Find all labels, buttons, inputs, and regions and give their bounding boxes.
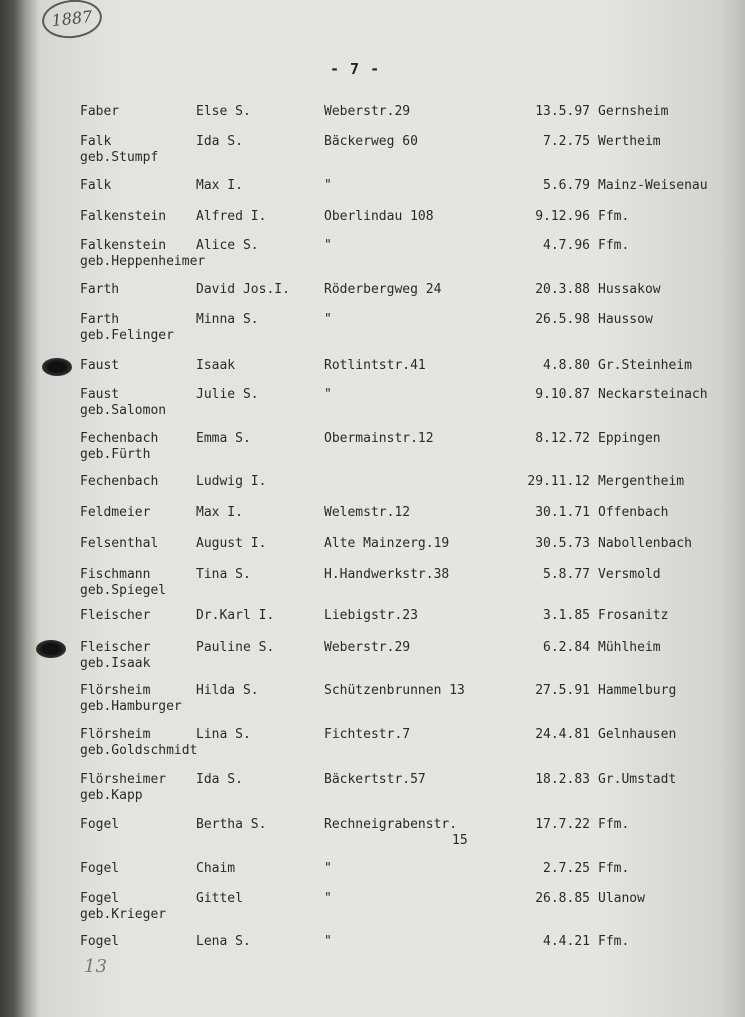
- birth-date: 4.7.96: [543, 238, 590, 253]
- birth-place: Ffm.: [598, 209, 630, 224]
- given-name: Max I.: [196, 505, 243, 520]
- street-address: H.Handwerkstr.38: [324, 567, 450, 582]
- birth-place: Eppingen: [598, 431, 661, 446]
- street-address: ": [324, 178, 332, 193]
- given-name: Hilda S.: [196, 683, 259, 698]
- birth-place: Gr.Steinheim: [598, 358, 692, 373]
- street-address-continued: 15: [452, 833, 468, 848]
- given-name: Lena S.: [196, 934, 251, 949]
- birth-date: 24.4.81: [535, 727, 590, 742]
- given-name: Alfred I.: [196, 209, 267, 224]
- surname: Fogel: [80, 817, 120, 832]
- given-name: Max I.: [196, 178, 243, 193]
- surname: Falk: [80, 178, 112, 193]
- surname: Farth: [80, 282, 120, 297]
- given-name: Emma S.: [196, 431, 251, 446]
- register-entry: [0, 312, 745, 356]
- surname: Fogel: [80, 934, 120, 949]
- birth-date: 18.2.83: [535, 772, 590, 787]
- street-address: ": [324, 238, 332, 253]
- register-entry: [0, 640, 745, 684]
- birth-date: 8.12.72: [535, 431, 590, 446]
- birth-date: 6.2.84: [543, 640, 590, 655]
- birth-place: Frosanitz: [598, 608, 669, 623]
- birth-name: geb.Goldschmidt: [80, 743, 198, 758]
- surname: Faust: [80, 358, 120, 373]
- street-address: Bäckertstr.57: [324, 772, 426, 787]
- birth-date: 17.7.22: [535, 817, 590, 832]
- street-address: Oberlindau 108: [324, 209, 434, 224]
- birth-date: 5.6.79: [543, 178, 590, 193]
- given-name: Tina S.: [196, 567, 251, 582]
- given-name: Julie S.: [196, 387, 259, 402]
- birth-place: Ffm.: [598, 861, 630, 876]
- surname: Flörsheim: [80, 727, 151, 742]
- register-entry: [0, 891, 745, 935]
- given-name: August I.: [196, 536, 267, 551]
- birth-date: 9.10.87: [535, 387, 590, 402]
- birth-place: Ffm.: [598, 817, 630, 832]
- given-name: Ludwig I.: [196, 474, 267, 489]
- birth-name: geb.Heppenheimer: [80, 254, 206, 269]
- surname: Feldmeier: [80, 505, 151, 520]
- birth-place: Ffm.: [598, 934, 630, 949]
- given-name: Dr.Karl I.: [196, 608, 275, 623]
- surname: Fechenbach: [80, 431, 159, 446]
- given-name: Else S.: [196, 104, 251, 119]
- birth-date: 9.12.96: [535, 209, 590, 224]
- birth-name: geb.Salomon: [80, 403, 167, 418]
- street-address: ": [324, 312, 332, 327]
- birth-date: 26.5.98: [535, 312, 590, 327]
- birth-place: Hammelburg: [598, 683, 677, 698]
- birth-place: Gelnhausen: [598, 727, 677, 742]
- birth-place: Ulanow: [598, 891, 645, 906]
- given-name: David Jos.I.: [196, 282, 290, 297]
- birth-place: Hussakow: [598, 282, 661, 297]
- given-name: Minna S.: [196, 312, 259, 327]
- street-address: Liebigstr.23: [324, 608, 418, 623]
- surname: Falkenstein: [80, 238, 167, 253]
- register-entry: [0, 683, 745, 727]
- surname: Fechenbach: [80, 474, 159, 489]
- street-address: Schützenbrunnen 13: [324, 683, 465, 698]
- given-name: Bertha S.: [196, 817, 267, 832]
- birth-place: Ffm.: [598, 238, 630, 253]
- surname: Felsenthal: [80, 536, 159, 551]
- birth-place: Neckarsteinach: [598, 387, 708, 402]
- birth-place: Nabollenbach: [598, 536, 692, 551]
- surname: Falk: [80, 134, 112, 149]
- birth-place: Versmold: [598, 567, 661, 582]
- birth-date: 30.1.71: [535, 505, 590, 520]
- birth-date: 30.5.73: [535, 536, 590, 551]
- given-name: Ida S.: [196, 134, 243, 149]
- street-address: Weberstr.29: [324, 640, 411, 655]
- street-address: Rechneigrabenstr.: [324, 817, 458, 832]
- street-address: Alte Mainzerg.19: [324, 536, 450, 551]
- given-name: Ida S.: [196, 772, 243, 787]
- archive-stamp: 1887: [40, 0, 104, 41]
- birth-date: 4.4.21: [543, 934, 590, 949]
- street-address: Röderbergweg 24: [324, 282, 442, 297]
- birth-name: geb.Hamburger: [80, 699, 182, 714]
- street-address: ": [324, 387, 332, 402]
- birth-date: 5.8.77: [543, 567, 590, 582]
- birth-place: Wertheim: [598, 134, 661, 149]
- surname: Flörsheim: [80, 683, 151, 698]
- birth-name: geb.Krieger: [80, 907, 167, 922]
- street-address: ": [324, 861, 332, 876]
- birth-date: 20.3.88: [535, 282, 590, 297]
- birth-date: 3.1.85: [543, 608, 590, 623]
- surname: Fogel: [80, 891, 120, 906]
- register-entry: [0, 772, 745, 816]
- given-name: Pauline S.: [196, 640, 275, 655]
- birth-date: 4.8.80: [543, 358, 590, 373]
- street-address: Welemstr.12: [324, 505, 411, 520]
- birth-name: geb.Stumpf: [80, 150, 159, 165]
- register-entry: [0, 387, 745, 431]
- surname: Flörsheimer: [80, 772, 167, 787]
- birth-place: Mergentheim: [598, 474, 685, 489]
- birth-date: 13.5.97: [535, 104, 590, 119]
- register-entry: [0, 431, 745, 475]
- birth-place: Mainz-Weisenau: [598, 178, 708, 193]
- register-entry: [0, 817, 745, 861]
- register-entry: [0, 238, 745, 282]
- surname: Faber: [80, 104, 120, 119]
- birth-name: geb.Felinger: [80, 328, 174, 343]
- footer-number: 13: [84, 956, 107, 977]
- birth-name: geb.Fürth: [80, 447, 151, 462]
- street-address: Bäckerweg 60: [324, 134, 418, 149]
- surname: Fogel: [80, 861, 120, 876]
- birth-date: 2.7.25: [543, 861, 590, 876]
- birth-name: geb.Spiegel: [80, 583, 167, 598]
- birth-date: 27.5.91: [535, 683, 590, 698]
- register-entry: [0, 567, 745, 611]
- surname: Fleischer: [80, 608, 151, 623]
- street-address: Obermainstr.12: [324, 431, 434, 446]
- street-address: ": [324, 934, 332, 949]
- birth-date: 7.2.75: [543, 134, 590, 149]
- street-address: ": [324, 891, 332, 906]
- register-entry: [0, 134, 745, 178]
- street-address: Fichtestr.7: [324, 727, 411, 742]
- page-number: - 7 -: [330, 60, 381, 78]
- birth-date: 29.11.12: [527, 474, 590, 489]
- birth-place: Haussow: [598, 312, 653, 327]
- surname: Farth: [80, 312, 120, 327]
- register-entry: [0, 934, 745, 978]
- surname: Falkenstein: [80, 209, 167, 224]
- given-name: Alice S.: [196, 238, 259, 253]
- given-name: Lina S.: [196, 727, 251, 742]
- birth-place: Gr.Umstadt: [598, 772, 677, 787]
- birth-date: 26.8.85: [535, 891, 590, 906]
- birth-name: geb.Isaak: [80, 656, 151, 671]
- surname: Fischmann: [80, 567, 151, 582]
- birth-name: geb.Kapp: [80, 788, 143, 803]
- register-entry: [0, 727, 745, 771]
- street-address: Rotlintstr.41: [324, 358, 426, 373]
- surname: Fleischer: [80, 640, 151, 655]
- birth-place: Offenbach: [598, 505, 669, 520]
- birth-place: Gernsheim: [598, 104, 669, 119]
- given-name: Gittel: [196, 891, 243, 906]
- surname: Faust: [80, 387, 120, 402]
- given-name: Chaim: [196, 861, 236, 876]
- given-name: Isaak: [196, 358, 236, 373]
- street-address: Weberstr.29: [324, 104, 411, 119]
- birth-place: Mühlheim: [598, 640, 661, 655]
